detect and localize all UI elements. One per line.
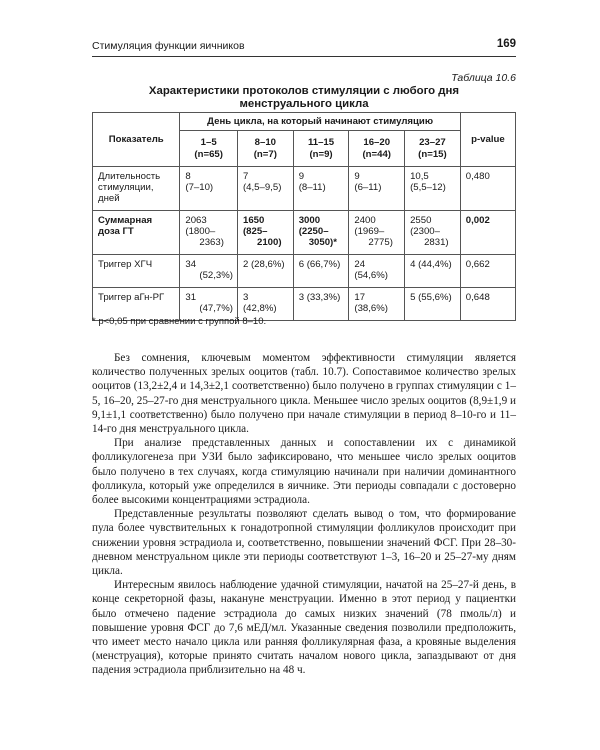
paragraph: Без сомнения, ключевым моментом эффективности стимуляции является количество полученных зрелых ооцитов (табл. 10.7). Сопоставимое количество зрелых ооцитов (13,2±2,4 и 14,3±2,1 соответственно) было получено в группах стимуляции с 1–5, 16–20, 25–27-го дня менструального цикла. Меньшее число зрелых ооцитов (8,9±1,9 и 9,1±1,1 соответственно) было получено при начале стимуляции в период 8–10-го и 11–14-го дня менструального цикла.: [92, 352, 516, 436]
table-cell: 3000 (2250– 3050)*: [293, 211, 349, 255]
group-header: 11–15 (n=9): [293, 131, 349, 167]
group-header: 8–10 (n=7): [237, 131, 293, 167]
table-cell: 7 (4,5–9,5): [237, 167, 293, 211]
group-header: 16–20 (n=44): [349, 131, 405, 167]
table-cell: 6 (66,7%): [293, 255, 349, 288]
table-cell: 17 (38,6%): [349, 288, 405, 321]
paragraph: Интересным явилось наблюдение удачной стимуляции, начатой на 25–27-й день, в конце секреторной фазы, накануне менструации. Именно в этот период у пациентки было отмечено падение эстрадиола до самых низких значений (78 пмоль/л) и повышение уровня ФСГ до 7,6 мЕД/мл. Указанные сведения позволили предположить, что имеет место начало цикла или ранняя фолликулярная фаза, а кровяные выделения (менструация), которые принято считать началом нового цикла, запаздывают от дня падения эстрадиола приблизительно на 48 ч.: [92, 579, 516, 677]
body-text: [92, 351, 516, 678]
data-table: [92, 112, 516, 321]
table-label: Таблица 10.6: [451, 72, 516, 84]
p-value-cell: 0,002: [460, 211, 515, 255]
table-cell: 4 (44,4%): [405, 255, 461, 288]
row-label: Триггер ХГЧ: [93, 255, 180, 288]
group-header: 23–27 (n=15): [405, 131, 461, 167]
header-cycle-day: День цикла, на который начинают стимуляцию: [180, 113, 460, 131]
table-cell: 2 (28,6%): [237, 255, 293, 288]
table-cell: 8 (7–10): [180, 167, 238, 211]
table-cell: 9 (6–11): [349, 167, 405, 211]
table-cell: 3 (33,3%): [293, 288, 349, 321]
table-row: [93, 211, 516, 255]
table-cell: 24 (54,6%): [349, 255, 405, 288]
table-row: [93, 255, 516, 288]
page-number: 169: [496, 38, 516, 50]
table-cell: 31 (47,7%): [180, 288, 238, 321]
table-cell: 2400 (1969– 2775): [349, 211, 405, 255]
group-header: 1–5 (n=65): [180, 131, 238, 167]
paragraph: Представленные результаты позволяют сделать вывод о том, что формирование пула более чувствительных к гонадотропной стимуляции фолликулов происходит при снижении уровня эстрадиола и, соответственно, повышении значений ФСГ. При 28–30-дневном менструальном цикле эти периоды соответствуют 1–3, 16–20 и 25–27-му дням цикла.: [92, 508, 516, 578]
table-caption: Характеристики протоколов стимуляции с любого дня менструального цикла: [148, 85, 460, 110]
table-cell: 5 (55,6%): [405, 288, 461, 321]
running-header: [92, 38, 516, 57]
table-row: [93, 167, 516, 211]
table-cell: 2063 (1800– 2363): [180, 211, 238, 255]
running-title: Стимуляция функции яичников: [92, 40, 245, 52]
table-cell: 34 (52,3%): [180, 255, 238, 288]
table-cell: 10,5 (5,5–12): [405, 167, 461, 211]
row-label: Суммарная доза ГТ: [93, 211, 180, 255]
header-indicator: Показатель: [93, 113, 180, 167]
table-footnote: * p<0,05 при сравнении с группой 8–10.: [92, 316, 267, 327]
table-cell: 1650 (825– 2100): [237, 211, 293, 255]
row-label: Триггер аГн-РГ: [93, 288, 180, 321]
table-cell: 3 (42,8%): [237, 288, 293, 321]
table-cell: 2550 (2300– 2831): [405, 211, 461, 255]
header-pvalue: p-value: [460, 113, 515, 167]
table-cell: 9 (8–11): [293, 167, 349, 211]
row-label: Длительность стимуляции, дней: [93, 167, 180, 211]
p-value-cell: 0,662: [460, 255, 515, 288]
p-value-cell: 0,480: [460, 167, 515, 211]
paragraph: При анализе представленных данных и сопоставлении их с динамикой фолликулогенеза при УЗИ было зафиксировано, что меньшее число зрелых ооцитов было получено в тех случаях, когда стимуляцию начинали при наличии доминантного фолликула, который уже определился в яичнике. Эти периоды совпадали с достоверно более высокими концентрациями эстрадиола.: [92, 437, 516, 507]
p-value-cell: 0,648: [460, 288, 515, 321]
